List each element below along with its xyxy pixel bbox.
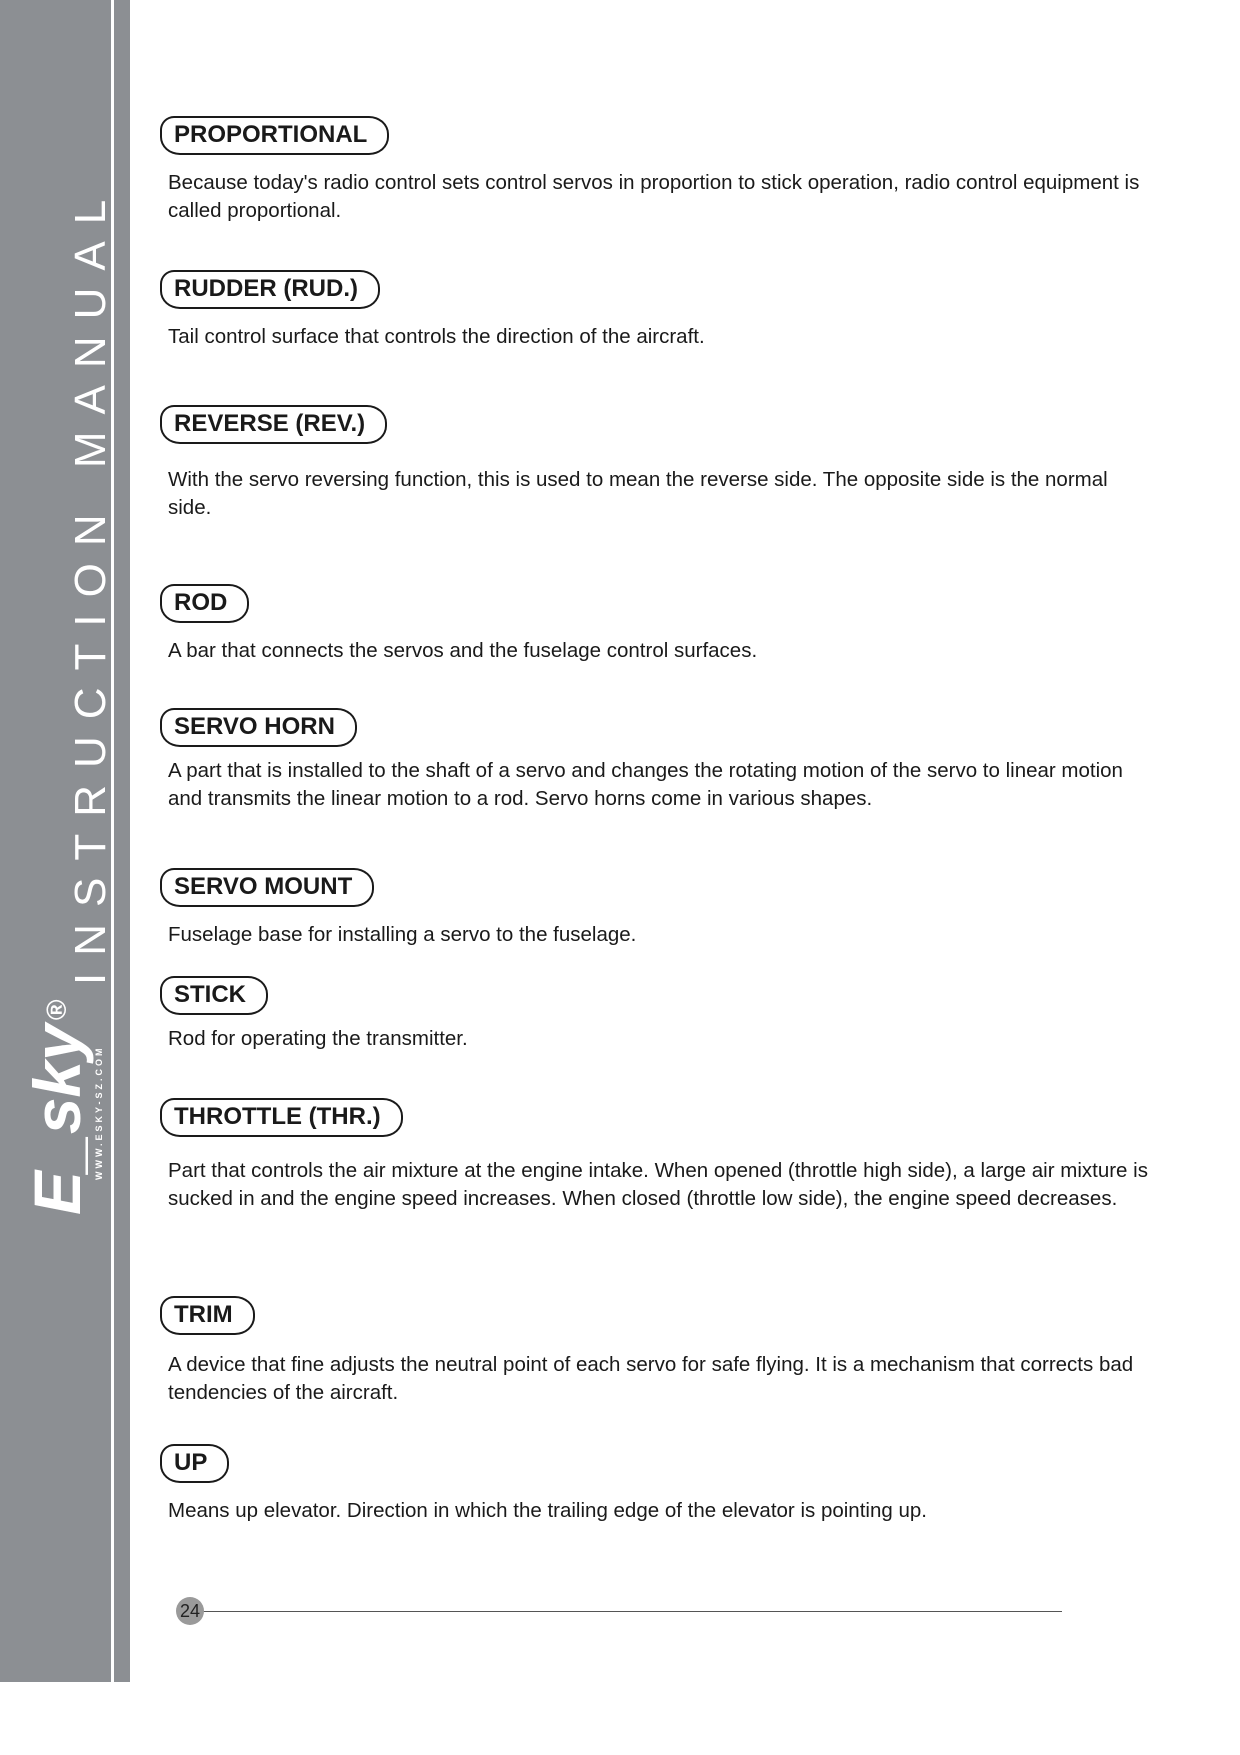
term-description: Tail control surface that controls the direction of the aircraft.: [168, 325, 705, 348]
logo-text: E_sky: [20, 1024, 94, 1215]
term-description: Means up elevator. Direction in which the trailing edge of the elevator is pointing up.: [168, 1499, 927, 1522]
term-label: SERVO MOUNT: [160, 868, 374, 907]
term-description: Part that controls the air mixture at the engine intake. When opened (throttle high side), a large air mixture is sucked in and the engine speed increases. When closed (throttle low side), the engine speed decreases.: [168, 1159, 1148, 1210]
glossary-entry: [160, 116, 1150, 225]
term-label: RUDDER (RUD.): [160, 270, 380, 309]
footer-rule: [200, 1611, 1062, 1612]
brand-logo: [20, 999, 94, 1216]
term-description: A bar that connects the servos and the fuselage control surfaces.: [168, 639, 758, 662]
term-label: THROTTLE (THR.): [160, 1098, 403, 1137]
term-description: A part that is installed to the shaft of a servo and changes the rotating motion of the servo to linear motion and transmits the linear motion to a rod. Servo horns come in various shapes.: [168, 759, 1123, 810]
term-description: With the servo reversing function, this is used to mean the reverse side. The opposite side is the normal side.: [168, 468, 1108, 519]
glossary-entry: [160, 1296, 1150, 1407]
term-description: Because today's radio control sets control servos in proportion to stick operation, radio control equipment is called proportional.: [168, 171, 1140, 222]
term-label: UP: [160, 1444, 229, 1483]
page-number: 24: [176, 1597, 204, 1625]
glossary-entry: [160, 708, 1150, 813]
sidebar-title: INSTRUCTION MANUAL: [66, 182, 115, 985]
glossary-entry: [160, 405, 1150, 522]
term-label: SERVO HORN: [160, 708, 357, 747]
glossary-entry: [160, 1098, 1150, 1213]
registered-mark: ®: [41, 999, 72, 1021]
term-label: REVERSE (REV.): [160, 405, 387, 444]
glossary-entry: [160, 976, 1150, 1053]
term-description: Rod for operating the transmitter.: [168, 1027, 468, 1050]
term-description: A device that fine adjusts the neutral point of each servo for safe flying. It is a mechanism that corrects bad tendencies of the aircraft.: [168, 1353, 1134, 1404]
website-url: WWW.ESKY-SZ.COM: [94, 1045, 104, 1180]
glossary-entry: [160, 584, 1150, 665]
glossary-entry: [160, 1444, 1150, 1525]
glossary-entry: [160, 868, 1150, 949]
term-label: STICK: [160, 976, 268, 1015]
term-label: PROPORTIONAL: [160, 116, 389, 155]
glossary-entry: [160, 270, 1150, 351]
term-label: TRIM: [160, 1296, 255, 1335]
term-description: Fuselage base for installing a servo to the fuselage.: [168, 923, 637, 946]
term-label: ROD: [160, 584, 249, 623]
